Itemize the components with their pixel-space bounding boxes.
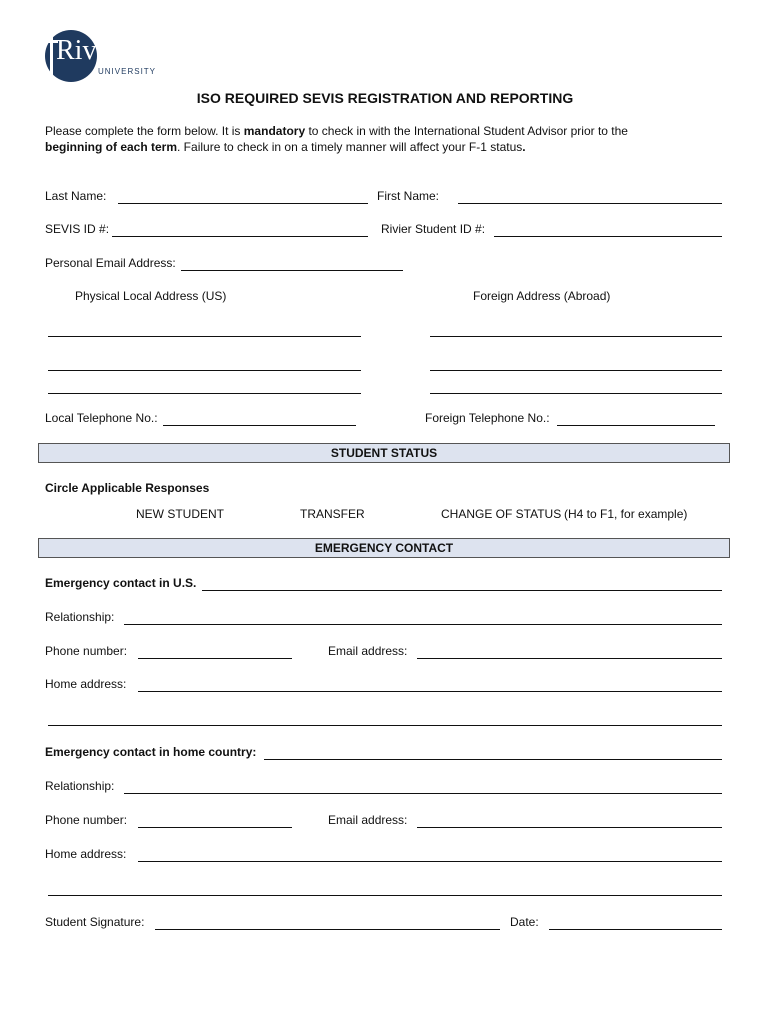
foreign-address-line-3[interactable] [430,379,722,394]
page-title: ISO REQUIRED SEVIS REGISTRATION AND REPORTING [196,90,574,106]
local-address-label: Physical Local Address (US) [75,289,227,303]
home-home-address-line-2[interactable] [48,881,722,896]
us-home-address-line-2[interactable] [48,711,722,726]
foreign-address-label: Foreign Address (Abroad) [473,289,611,303]
intro-bold: mandatory [243,124,306,138]
home-relationship-field[interactable] [124,779,722,794]
us-home-address-field[interactable] [138,677,722,692]
local-phone-field[interactable] [163,411,356,426]
home-home-address-field[interactable] [138,847,722,862]
signature-field[interactable] [155,915,500,930]
emergency-home-field[interactable] [264,745,722,760]
foreign-address-line-1[interactable] [430,322,722,337]
us-phone-label: Phone number: [45,644,128,658]
student-status-header: STUDENT STATUS [38,443,730,463]
circle-applicable-label: Circle Applicable Responses [45,481,210,495]
foreign-phone-label: Foreign Telephone No.: [425,411,550,425]
personal-email-field[interactable] [181,256,403,271]
local-address-line-3[interactable] [48,379,361,394]
intro-dot: . [522,140,526,154]
intro-text: Please complete the form below. It is [45,124,244,138]
foreign-address-line-2[interactable] [430,356,722,371]
status-option-change-of-status[interactable]: CHANGE OF STATUS [441,507,562,521]
logo-name: Rivier [56,35,126,66]
local-address-line-2[interactable] [48,356,361,371]
sevis-id-field[interactable] [112,222,368,237]
us-home-address-label: Home address: [45,677,127,691]
home-phone-label: Phone number: [45,813,128,827]
foreign-phone-field[interactable] [557,411,715,426]
us-email-field[interactable] [417,644,722,659]
last-name-label: Last Name: [45,189,107,203]
emergency-contact-header: EMERGENCY CONTACT [38,538,730,558]
personal-email-label: Personal Email Address: [45,256,176,270]
logo-subtitle: UNIVERSITY [98,67,157,76]
sevis-id-label: SEVIS ID #: [45,222,110,236]
home-email-field[interactable] [417,813,722,828]
intro-line-2 [45,140,526,154]
home-home-address-label: Home address: [45,847,127,861]
rivier-id-label: Rivier Student ID #: [381,222,486,236]
emergency-us-field[interactable] [202,576,722,591]
local-address-line-1[interactable] [48,322,361,337]
us-relationship-label: Relationship: [45,610,115,624]
status-option-note: (H4 to F1, for example) [564,507,688,521]
home-email-label: Email address: [328,813,408,827]
home-phone-field[interactable] [138,813,292,828]
date-label: Date: [510,915,539,929]
last-name-field[interactable] [118,189,368,204]
status-option-new-student[interactable]: NEW STUDENT [136,507,224,521]
emergency-us-label: Emergency contact in U.S. [45,576,197,590]
date-field[interactable] [549,915,722,930]
intro-text-end: to check in with the International Student Advisor prior to the [305,124,628,138]
status-option-transfer[interactable]: TRANSFER [300,507,365,521]
intro-text-2: . Failure to check in on a timely manner will affect your F-1 status [177,140,523,154]
us-email-label: Email address: [328,644,408,658]
intro-bold-2: beginning of each term [45,140,178,154]
rivier-id-field[interactable] [494,222,722,237]
signature-label: Student Signature: [45,915,145,929]
emergency-home-label: Emergency contact in home country: [45,745,257,759]
first-name-field[interactable] [458,189,722,204]
intro-line-1 [45,124,628,138]
first-name-label: First Name: [377,189,440,203]
us-phone-field[interactable] [138,644,292,659]
us-relationship-field[interactable] [124,610,722,625]
local-phone-label: Local Telephone No.: [45,411,158,425]
logo-name-overflow [98,36,138,66]
home-relationship-label: Relationship: [45,779,115,793]
